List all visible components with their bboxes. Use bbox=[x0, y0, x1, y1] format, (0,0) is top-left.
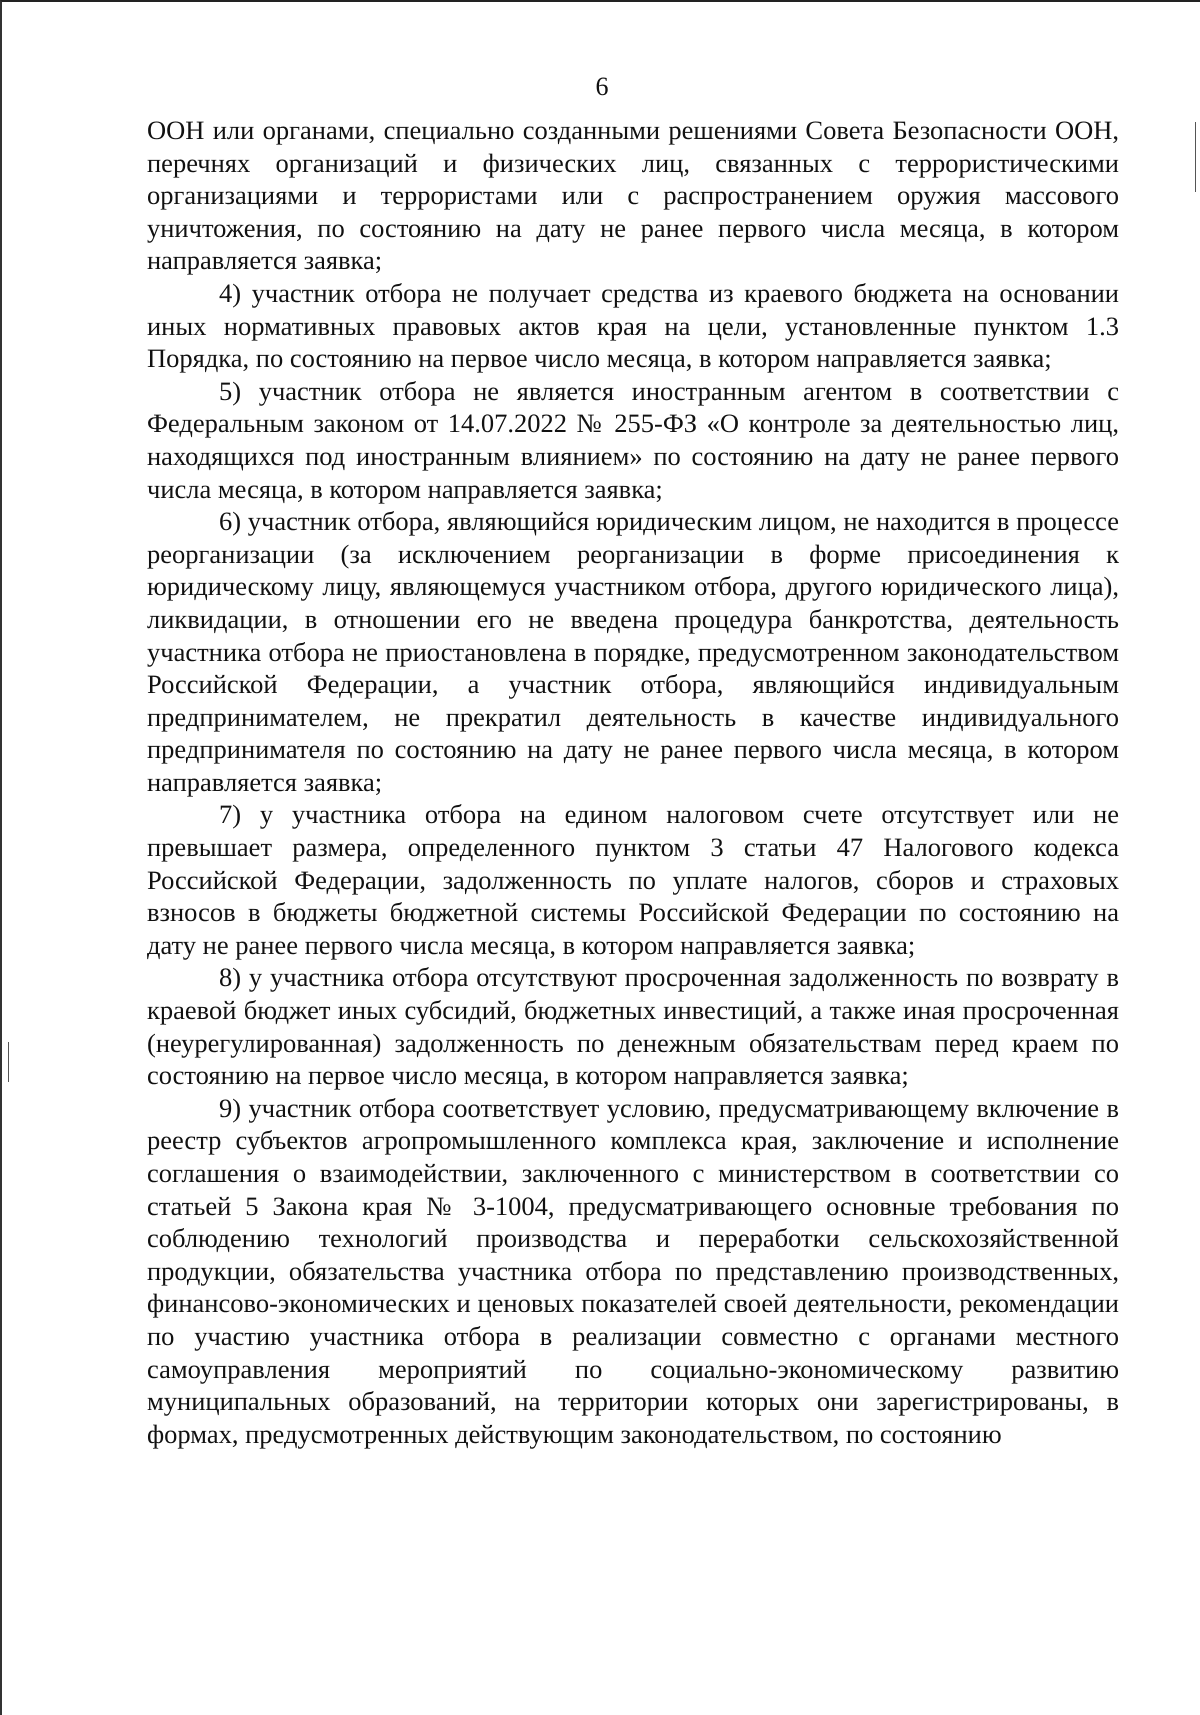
paragraph-continuation: ООН или органами, специально созданными решениями Совета Безопасности ООН, перечнях организаций и физических лиц, связанных с террористическими организациями и террористами или с распространением оружия массового уничтожения, по состоянию на дату не ранее первого числа месяца, в котором направляется заявка; bbox=[147, 115, 1119, 276]
paragraph-item-6: 6) участник отбора, являющийся юридическим лицом, не находится в процессе реорганизации (за исключением реорганизации в форме присоединения к юридическому лицу, являющемуся участником отбора, другого юридического лица), ликвидации, в отношении его не введена процедура банкротства, деятельность участника отбора не приостановлена в порядке, предусмотренном законодательством Российской Федерации, а участник отбора, являющийся индивидуальным предпринимателем, не прекратил деятельность в качестве индивидуального предпринимателя по состоянию на дату не ранее первого числа месяца, в котором направляется заявка; bbox=[147, 506, 1119, 797]
document-body bbox=[147, 114, 1119, 1450]
paragraph-item-7: 7) у участника отбора на едином налоговом счете отсутствует или не превышает размера, определенного пунктом 3 статьи 47 Налогового кодекса Российской Федерации, задолженность по уплате налогов, сборов и страховых взносов в бюджеты бюджетной системы Российской Федерации по состоянию на дату не ранее первого числа месяца, в котором направляется заявка; bbox=[147, 799, 1119, 960]
page-number: 6 bbox=[595, 72, 609, 101]
scan-artifact-left bbox=[8, 1042, 9, 1082]
paragraph-item-9: 9) участник отбора соответствует условию, предусматривающему включение в реестр субъектов агропромышленного комплекса края, заключение и исполнение соглашения о взаимодействии, заключенного с министерством в соответствии со статьей 5 Закона края № 3-1004, предусматривающего основные требования по соблюдению технологий производства и переработки сельскохозяйственной продукции, обязательства участника отбора по представлению производственных, финансово-экономических и ценовых показателей своей деятельности, рекомендации по участию участника отбора в реализации совместно с органами местного самоуправления мероприятий по социально-экономическому развитию муниципальных образований, на территории которых они зарегистрированы, в формах, предусмотренных действующим законодательством, по состоянию bbox=[147, 1092, 1119, 1449]
paragraph-item-4: 4) участник отбора не получает средства из краевого бюджета на основании иных нормативных правовых актов края на цели, установленные пунктом 1.3 Порядка, по состоянию на первое число месяца, в котором направляется заявка; bbox=[147, 277, 1119, 374]
paragraph-item-8: 8) у участника отбора отсутствуют просроченная задолженность по возврату в краевой бюджет иных субсидий, бюджетных инвестиций, а также иная просроченная (неурегулированная) задолженность по денежным обязательствам перед краем по состоянию на первое число месяца, в котором направляется заявка; bbox=[147, 962, 1119, 1091]
scan-artifact-right bbox=[1195, 122, 1196, 192]
paragraph-item-5: 5) участник отбора не является иностранным агентом в соответствии с Федеральным законом от 14.07.2022 № 255-ФЗ «О контроле за деятельностью лиц, находящихся под иностранным влиянием» по состоянию на дату не ранее первого числа месяца, в котором направляется заявка; bbox=[147, 375, 1119, 504]
